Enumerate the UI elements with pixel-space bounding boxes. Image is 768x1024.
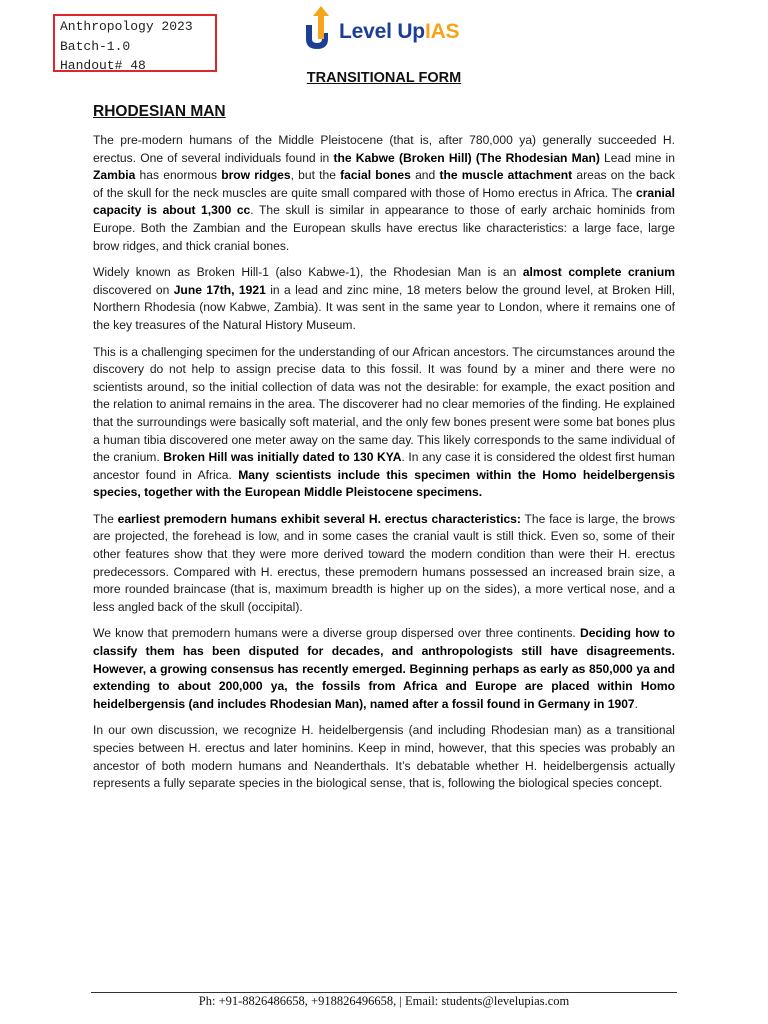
body-paragraph [93,132,675,255]
section-body [93,132,675,802]
body-paragraph [93,625,675,713]
body-paragraph [93,722,675,792]
paragraph-text: and [410,168,440,183]
paragraph-text: The pre-modern humans of the Middle Pleistocene (that is, after 780,000 ya) generally succeeded H. erectus. One of several individuals found in [93,133,675,165]
logo-wordmark [339,20,459,44]
handout-number-line: Handout# 48 [60,58,146,73]
emphasis-text: earliest premodern humans exhibit several H. erectus characteristics: [117,511,521,526]
level-up-ias-logo [301,3,471,53]
emphasis-text: Broken Hill was initially dated to 130 KYA [163,450,402,465]
emphasis-text: Zambia [93,168,136,183]
paragraph-text: discovered on [93,282,174,297]
logo-word-level-up: Level Up [339,20,425,43]
emphasis-text: the Kabwe (Broken Hill) (The Rhodesian Man) [333,150,600,165]
body-paragraph [93,264,675,334]
paragraph-text: The face is large, the brows are projected, the forehead is low, and in some cases the cranial vault is still thick. Even so, some of their other features show that they were more derived toward the modern condition than were their H. erectus predecessors. Compared with H. erectus, these premodern humans possessed an increased brain size, a more rounded braincase (that is, maximum breadth is higher up on the sides), a more vertical nose, and a less angled back of the skull (occipital). [93,511,675,614]
paragraph-text: areas on the back of the skull for the neck muscles are quite small compared with those of Homo erectus in Africa. The [93,168,675,200]
emphasis-text: facial bones [340,168,411,183]
emphasis-text: June 17th, 1921 [173,282,266,297]
paragraph-text: . The skull is similar in appearance to those of early archaic hominids from Europe. Both the Zambian and the European skulls have erectus like characteristics: a large face, large brow ridges, and thick cranial bones. [93,203,675,253]
paragraph-text: Widely known as Broken Hill-1 (also Kabwe-1), the Rhodesian Man is an [93,265,523,280]
paragraph-text: This is a challenging specimen for the understanding of our African ancestors. The circumstances around the discovery do not help to assign precise data to this fossil. It was found by a miner and there were no scientists around, so the initial collection of data was not the desirable: for example, the exact position and the relation to animal remains in the area. The discoverer had no clear memories of the finding. He explained that the surroundings were basically soft material, and the only few bones present were some bat bones plus a human tibia discovered one meter away on the same day. This likely corresponds to the same individual of the cranium. [93,344,675,465]
paragraph-text: Lead mine in [599,150,675,165]
emphasis-text: the muscle attachment [439,168,573,183]
emphasis-text: Many scientists include this specimen within the Homo heidelbergensis species, together with the European Middle Pleistocene specimens. [93,467,676,500]
emphasis-text: brow ridges [221,168,291,183]
handout-info-box [53,14,217,72]
body-paragraph [93,511,675,617]
footer-divider [91,992,677,993]
paragraph-text: . In any case it is considered the oldest first human ancestor found in Africa. [93,450,676,482]
paragraph-text: We know that premodern humans were a diverse group dispersed over three continents. [93,626,580,641]
emphasis-text: Deciding how to classify them has been disputed for decades, and anthropologists still have disagreements. However, a growing consensus has recently emerged. Beginning perhaps as early as 850,000 ya and extending to about 200,000 ya, the fossils from Africa and Europe are placed within Homo heidelbergensis (and includes Rhodesian Man), named after a fossil found in Germany in 1907 [93,626,675,711]
paragraph-text: in a lead and zinc mine, 18 meters below the ground level, at Broken Hill, Northern Rhodesia (now Kabwe, Zambia). It was sent in the same year to London, where it remains one of the key treasures of the Natural History Museum. [93,282,676,332]
emphasis-text: almost complete cranium [522,265,675,280]
paragraph-text: , but the [290,168,341,183]
paragraph-text: In our own discussion, we recognize H. heidelbergensis (and including Rhodesian man) as a transitional species between H. erectus and later hominins. Keep in mind, however, that this species was probably an ancestor of both modern humans and Neanderthals. It’s debatable whether H. heidelbergensis actually represents a fully separate species in the biological sense, that is, following the biological species concept. [93,723,675,791]
paragraph-text: The [93,511,118,526]
page-title: TRANSITIONAL FORM [306,70,462,86]
body-paragraph [93,344,675,502]
level-up-logo-mark-icon [301,3,337,53]
logo-word-ias: IAS [424,20,460,43]
paragraph-text: has enormous [135,168,222,183]
emphasis-text: cranial capacity is about 1,300 cc [93,185,675,218]
batch-line: Batch-1.0 [60,38,131,54]
footer-contact: Ph: +91-8826486658, +918826496658, | Email: students@levelupias.com [198,994,570,1008]
course-line: Anthropology 2023 [60,19,193,34]
section-heading: RHODESIAN MAN [93,103,226,120]
paragraph-text: . [634,696,639,711]
